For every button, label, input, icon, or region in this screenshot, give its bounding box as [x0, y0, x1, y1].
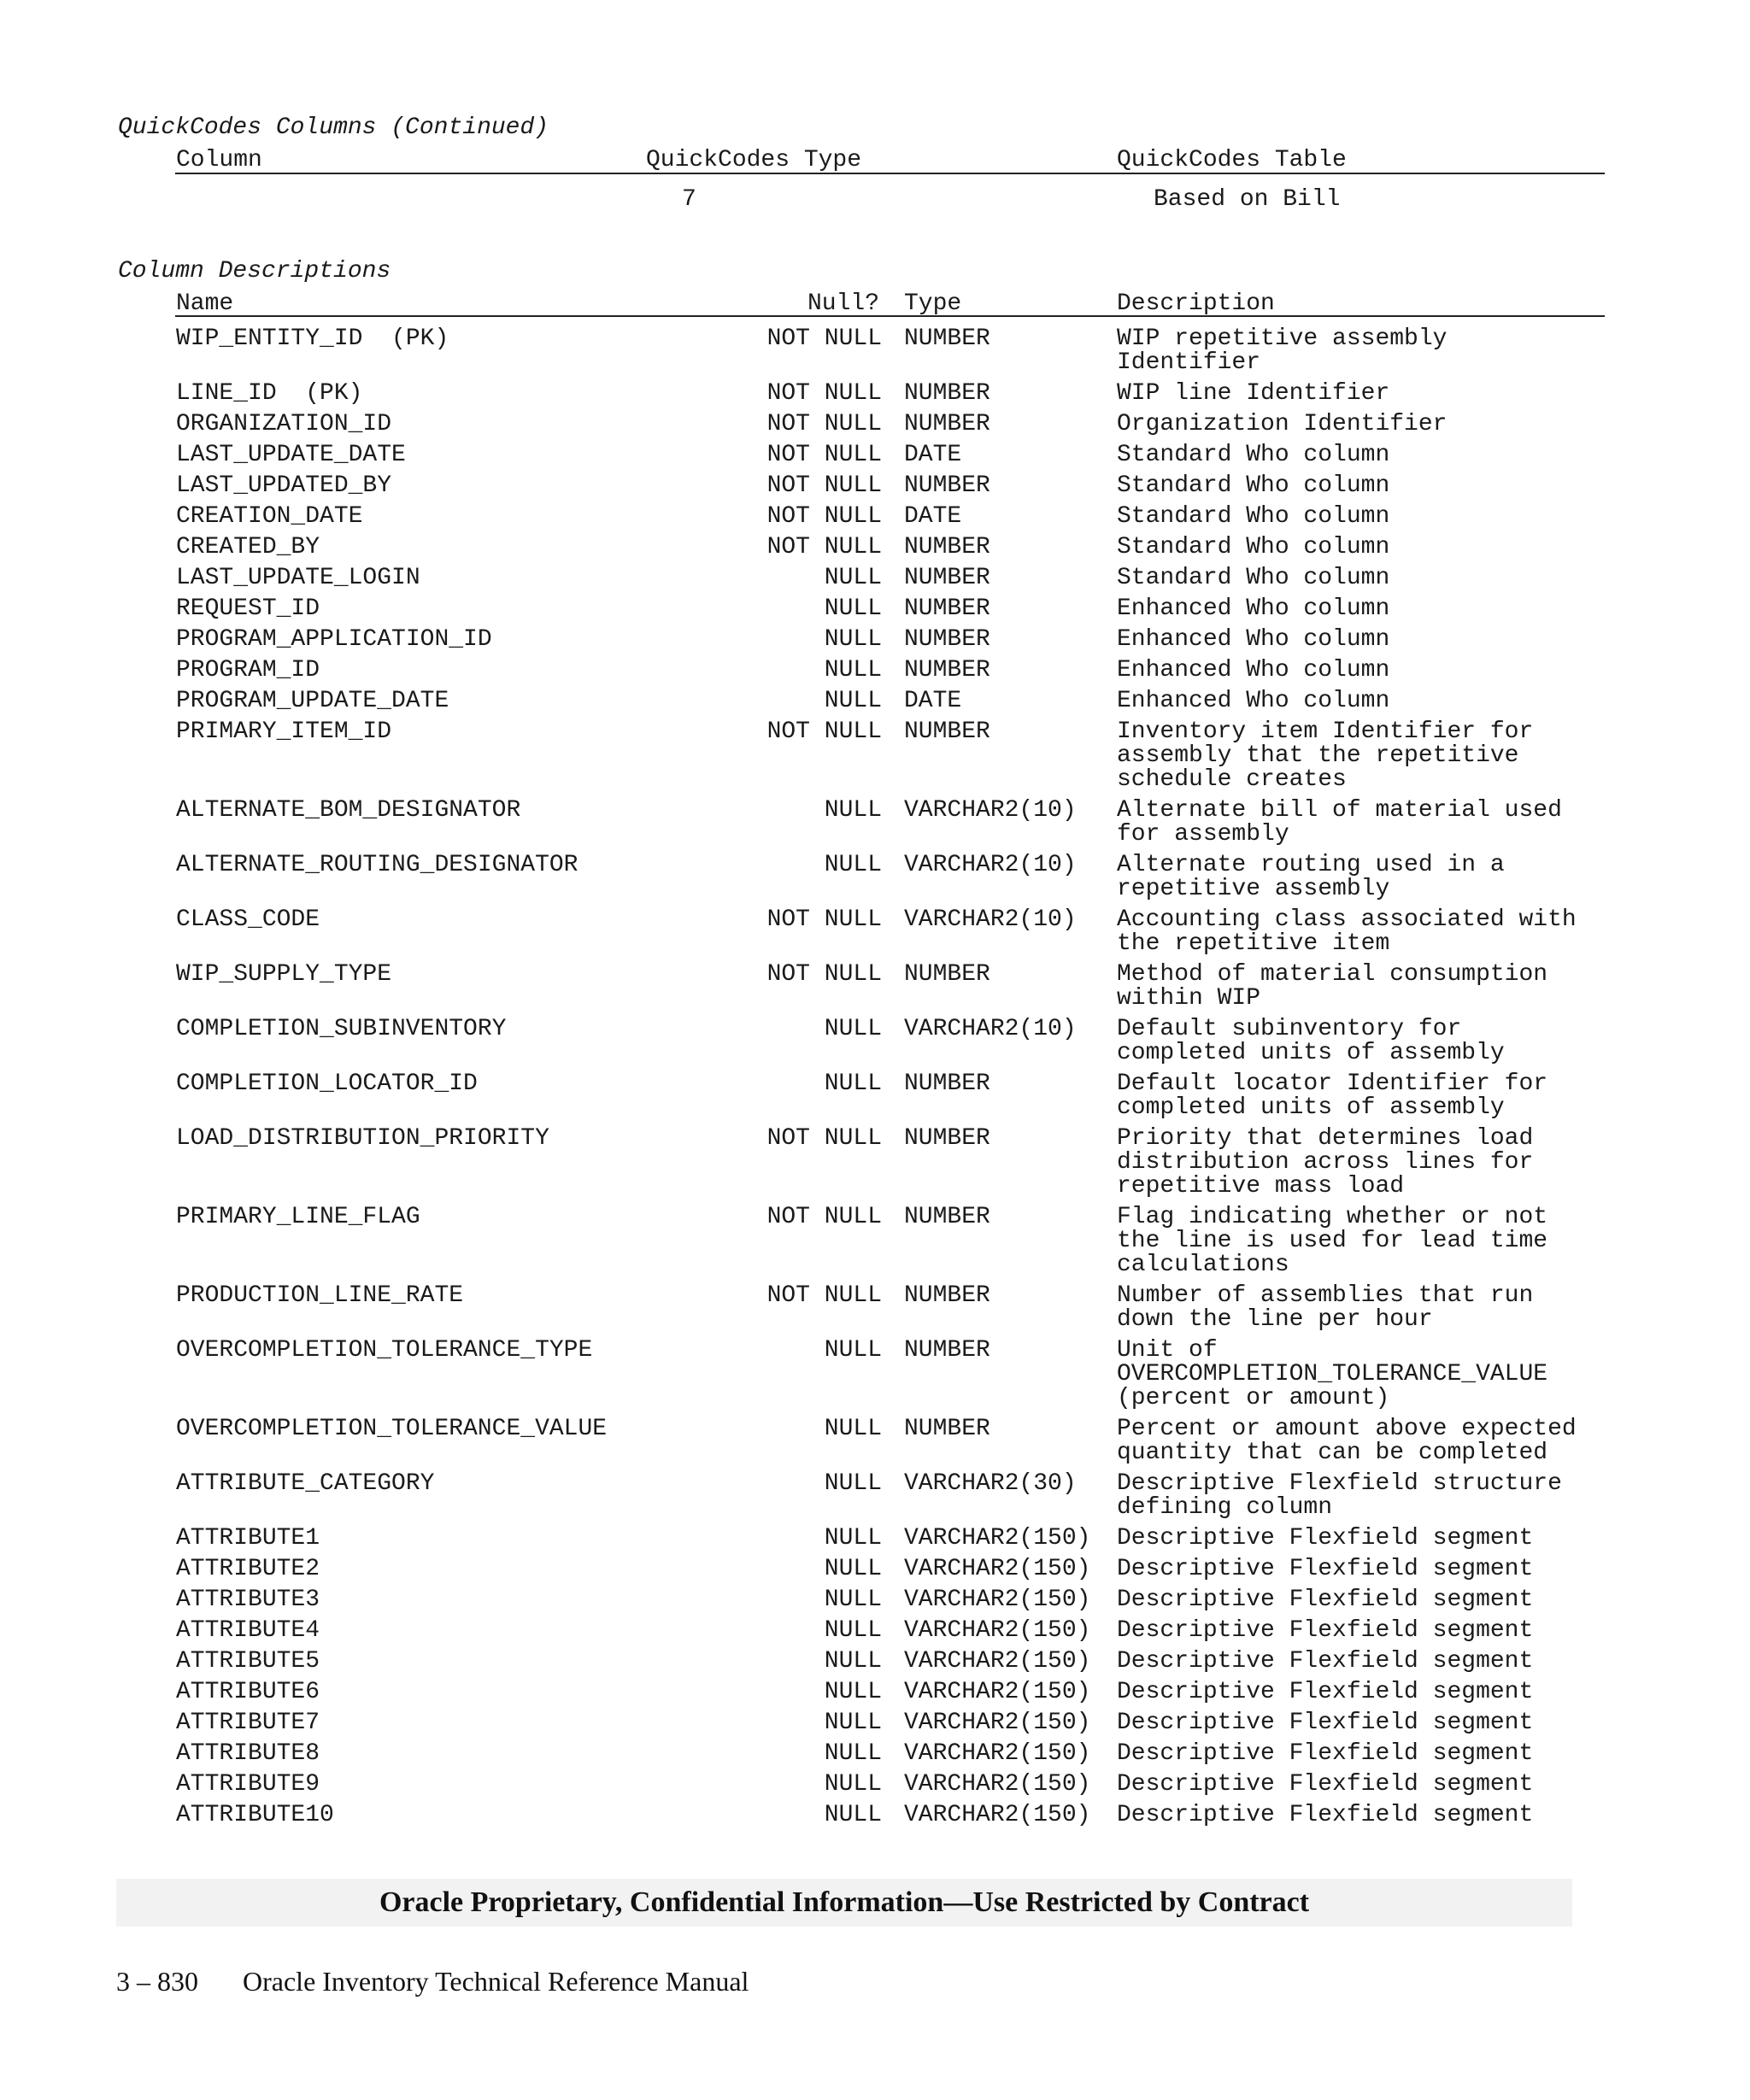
column-name-cell: ATTRIBUTE1 — [176, 1525, 320, 1552]
confidential-banner: Oracle Proprietary, Confidential Information––Use Restricted by Contract — [379, 1886, 1310, 1918]
column-name-cell: PRODUCTION_LINE_RATE — [176, 1282, 464, 1309]
quickcodes-table-value: Based on Bill — [1154, 186, 1341, 213]
type-cell: VARCHAR2(150) — [904, 1679, 1091, 1705]
null-cell: NOT NULL — [766, 1204, 882, 1230]
null-cell: NOT NULL — [766, 719, 882, 745]
description-cell: Enhanced Who column — [1117, 626, 1390, 653]
column-name-cell: ALTERNATE_BOM_DESIGNATOR — [176, 797, 521, 824]
type-cell: NUMBER — [904, 961, 990, 988]
description-cell: Descriptive Flexfield segment — [1117, 1525, 1534, 1552]
table-row — [0, 1417, 1750, 1465]
column-name-cell: ATTRIBUTE9 — [176, 1771, 320, 1798]
col-type-header: Type — [904, 290, 962, 317]
type-cell: NUMBER — [904, 1337, 990, 1364]
table-row — [0, 1681, 1750, 1704]
description-cell: Descriptive Flexfield segment — [1117, 1740, 1534, 1767]
type-cell: DATE — [904, 688, 962, 714]
description-cell: Default subinventory for completed units of assembly — [1117, 1016, 1505, 1066]
type-cell: VARCHAR2(150) — [904, 1617, 1091, 1644]
description-cell: Inventory item Identifier for assembly that the repetitive schedule creates — [1117, 719, 1534, 793]
column-name-cell: ATTRIBUTE_CATEGORY — [176, 1470, 435, 1497]
table-row — [0, 799, 1750, 847]
column-name-cell: ATTRIBUTE8 — [176, 1740, 320, 1767]
description-cell: Descriptive Flexfield segment — [1117, 1587, 1534, 1613]
table-row — [0, 474, 1750, 498]
description-cell: Descriptive Flexfield segment — [1117, 1648, 1534, 1675]
column-name-cell: CREATION_DATE — [176, 503, 363, 530]
column-name-cell: COMPLETION_LOCATOR_ID — [176, 1071, 478, 1097]
table-row — [0, 659, 1750, 683]
null-cell: NOT NULL — [766, 472, 882, 499]
type-cell: NUMBER — [904, 411, 990, 437]
null-cell: NULL — [824, 1525, 882, 1552]
description-cell: Descriptive Flexfield segment — [1117, 1556, 1534, 1582]
table-row — [0, 963, 1750, 1011]
table-row — [0, 1619, 1750, 1643]
description-cell: Standard Who column — [1117, 472, 1390, 499]
table-row — [0, 1557, 1750, 1581]
table-row — [0, 382, 1750, 406]
null-cell: NOT NULL — [766, 326, 882, 352]
description-cell: Standard Who column — [1117, 534, 1390, 560]
type-cell: VARCHAR2(150) — [904, 1710, 1091, 1736]
table-row — [0, 1205, 1750, 1277]
column-name-cell: ATTRIBUTE3 — [176, 1587, 320, 1613]
column-name-cell: ATTRIBUTE6 — [176, 1679, 320, 1705]
type-cell: VARCHAR2(150) — [904, 1740, 1091, 1767]
type-cell: VARCHAR2(150) — [904, 1648, 1091, 1675]
description-cell: Percent or amount above expected quantity that can be completed — [1117, 1416, 1577, 1466]
null-cell: NULL — [824, 1071, 882, 1097]
type-cell: NUMBER — [904, 626, 990, 653]
description-cell: Standard Who column — [1117, 442, 1390, 468]
description-cell: Organization Identifier — [1117, 411, 1448, 437]
null-cell: NULL — [824, 1470, 882, 1497]
null-cell: NULL — [824, 657, 882, 683]
column-name-cell: OVERCOMPLETION_TOLERANCE_VALUE — [176, 1416, 608, 1442]
type-cell: VARCHAR2(10) — [904, 797, 1077, 824]
descriptions-header-rule — [175, 315, 1605, 317]
table-row — [0, 1127, 1750, 1199]
column-name-cell: PRIMARY_LINE_FLAG — [176, 1204, 420, 1230]
null-cell: NULL — [824, 1710, 882, 1736]
column-name-cell: COMPLETION_SUBINVENTORY — [176, 1016, 507, 1042]
null-cell: NULL — [824, 595, 882, 622]
null-cell: NOT NULL — [766, 961, 882, 988]
table-row — [0, 1072, 1750, 1120]
column-name-cell: ATTRIBUTE5 — [176, 1648, 320, 1675]
table-row — [0, 1588, 1750, 1612]
type-cell: NUMBER — [904, 1282, 990, 1309]
column-name-cell: ATTRIBUTE7 — [176, 1710, 320, 1736]
null-cell: NOT NULL — [766, 1125, 882, 1152]
column-name-cell: OVERCOMPLETION_TOLERANCE_TYPE — [176, 1337, 593, 1364]
table-row — [0, 853, 1750, 901]
col-description-header: Description — [1117, 290, 1275, 317]
table-row — [0, 1711, 1750, 1735]
type-cell: VARCHAR2(30) — [904, 1470, 1077, 1497]
type-cell: NUMBER — [904, 326, 990, 352]
column-name-cell: LAST_UPDATE_LOGIN — [176, 565, 420, 591]
type-cell: VARCHAR2(10) — [904, 852, 1077, 878]
null-cell: NOT NULL — [766, 442, 882, 468]
col-name-header: Name — [176, 290, 234, 317]
null-cell: NULL — [824, 1771, 882, 1798]
column-name-cell: WIP_ENTITY_ID (PK) — [176, 326, 449, 352]
description-cell: Priority that determines load distribution across lines for repetitive mass load — [1117, 1125, 1534, 1200]
null-cell: NULL — [824, 626, 882, 653]
description-cell: Descriptive Flexfield segment — [1117, 1771, 1534, 1798]
null-cell: NOT NULL — [766, 411, 882, 437]
null-cell: NULL — [824, 1679, 882, 1705]
null-cell: NULL — [824, 1648, 882, 1675]
null-cell: NULL — [824, 1016, 882, 1042]
table-row — [0, 908, 1750, 956]
table-row — [0, 1742, 1750, 1766]
type-cell: VARCHAR2(150) — [904, 1802, 1091, 1828]
column-name-cell: ALTERNATE_ROUTING_DESIGNATOR — [176, 852, 578, 878]
column-name-cell: ATTRIBUTE10 — [176, 1802, 334, 1828]
table-row — [0, 1527, 1750, 1551]
type-cell: DATE — [904, 442, 962, 468]
column-name-cell: REQUEST_ID — [176, 595, 320, 622]
table-row — [0, 536, 1750, 560]
table-row — [0, 1339, 1750, 1411]
table-row — [0, 1773, 1750, 1797]
column-name-cell: ATTRIBUTE2 — [176, 1556, 320, 1582]
table-row — [0, 720, 1750, 792]
column-name-cell: CREATED_BY — [176, 534, 320, 560]
description-cell: Number of assemblies that run down the line per hour — [1117, 1282, 1534, 1333]
column-descriptions-heading: Column Descriptions — [118, 258, 391, 284]
type-cell: DATE — [904, 503, 962, 530]
column-name-cell: LINE_ID (PK) — [176, 380, 363, 407]
null-cell: NOT NULL — [766, 503, 882, 530]
column-name-cell: PROGRAM_APPLICATION_ID — [176, 626, 492, 653]
null-cell: NULL — [824, 1416, 882, 1442]
type-cell: VARCHAR2(150) — [904, 1525, 1091, 1552]
description-cell: Alternate bill of material used for assembly — [1117, 797, 1562, 848]
type-cell: VARCHAR2(150) — [904, 1587, 1091, 1613]
column-name-cell: PRIMARY_ITEM_ID — [176, 719, 392, 745]
null-cell: NULL — [824, 1587, 882, 1613]
description-cell: WIP line Identifier — [1117, 380, 1390, 407]
description-cell: Descriptive Flexfield segment — [1117, 1802, 1534, 1828]
column-name-cell: PROGRAM_UPDATE_DATE — [176, 688, 449, 714]
description-cell: Descriptive Flexfield segment — [1117, 1617, 1534, 1644]
type-cell: NUMBER — [904, 1204, 990, 1230]
type-cell: NUMBER — [904, 472, 990, 499]
type-cell: NUMBER — [904, 1125, 990, 1152]
null-cell: NULL — [824, 1556, 882, 1582]
quickcodes-col-table-header: QuickCodes Table — [1117, 147, 1347, 173]
null-cell: NULL — [824, 1802, 882, 1828]
table-row — [0, 597, 1750, 621]
quickcodes-header-rule — [175, 173, 1605, 174]
type-cell: VARCHAR2(10) — [904, 1016, 1077, 1042]
description-cell: WIP repetitive assembly Identifier — [1117, 326, 1448, 376]
null-cell: NULL — [824, 852, 882, 878]
type-cell: NUMBER — [904, 657, 990, 683]
description-cell: Descriptive Flexfield segment — [1117, 1710, 1534, 1736]
description-cell: Default locator Identifier for completed units of assembly — [1117, 1071, 1548, 1121]
table-row — [0, 1804, 1750, 1827]
null-cell: NULL — [824, 1337, 882, 1364]
description-cell: Unit of OVERCOMPLETION_TOLERANCE_VALUE (percent or amount) — [1117, 1337, 1548, 1411]
null-cell: NULL — [824, 1617, 882, 1644]
type-cell: VARCHAR2(10) — [904, 906, 1077, 933]
column-name-cell: WIP_SUPPLY_TYPE — [176, 961, 392, 988]
null-cell: NULL — [824, 797, 882, 824]
column-name-cell: LAST_UPDATED_BY — [176, 472, 392, 499]
null-cell: NOT NULL — [766, 906, 882, 933]
description-cell: Descriptive Flexfield segment — [1117, 1679, 1534, 1705]
table-row — [0, 1650, 1750, 1674]
table-row — [0, 1472, 1750, 1520]
column-name-cell: PROGRAM_ID — [176, 657, 320, 683]
null-cell: NOT NULL — [766, 1282, 882, 1309]
type-cell: NUMBER — [904, 719, 990, 745]
footer-page-number: 3 – 830 — [116, 1966, 198, 1997]
table-row — [0, 1018, 1750, 1065]
description-cell: Enhanced Who column — [1117, 595, 1390, 622]
type-cell: NUMBER — [904, 380, 990, 407]
column-name-cell: ORGANIZATION_ID — [176, 411, 392, 437]
quickcodes-heading: QuickCodes Columns (Continued) — [118, 114, 549, 141]
table-row — [0, 689, 1750, 713]
description-cell: Enhanced Who column — [1117, 657, 1390, 683]
column-name-cell: LAST_UPDATE_DATE — [176, 442, 406, 468]
description-cell: Accounting class associated with the repetitive item — [1117, 906, 1577, 957]
description-cell: Standard Who column — [1117, 503, 1390, 530]
table-row — [0, 1284, 1750, 1332]
column-name-cell: LOAD_DISTRIBUTION_PRIORITY — [176, 1125, 549, 1152]
table-row — [0, 505, 1750, 529]
type-cell: NUMBER — [904, 1071, 990, 1097]
null-cell: NOT NULL — [766, 534, 882, 560]
column-descriptions-table — [0, 327, 1750, 1834]
col-null-header: Null? — [807, 290, 880, 317]
type-cell: VARCHAR2(150) — [904, 1771, 1091, 1798]
description-cell: Flag indicating whether or not the line is used for lead time calculations — [1117, 1204, 1548, 1278]
quickcodes-type-value: 7 — [682, 186, 696, 213]
null-cell: NULL — [824, 688, 882, 714]
type-cell: VARCHAR2(150) — [904, 1556, 1091, 1582]
description-cell: Alternate routing used in a repetitive assembly — [1117, 852, 1505, 902]
description-cell: Enhanced Who column — [1117, 688, 1390, 714]
null-cell: NULL — [824, 565, 882, 591]
column-name-cell: CLASS_CODE — [176, 906, 320, 933]
footer-title: Oracle Inventory Technical Reference Manual — [243, 1966, 749, 1997]
quickcodes-col-type-header: QuickCodes Type — [646, 147, 862, 173]
type-cell: NUMBER — [904, 534, 990, 560]
type-cell: NUMBER — [904, 1416, 990, 1442]
table-row — [0, 628, 1750, 652]
table-row — [0, 327, 1750, 375]
column-name-cell: ATTRIBUTE4 — [176, 1617, 320, 1644]
type-cell: NUMBER — [904, 595, 990, 622]
table-row — [0, 413, 1750, 437]
type-cell: NUMBER — [904, 565, 990, 591]
quickcodes-col-column-header: Column — [176, 147, 262, 173]
null-cell: NOT NULL — [766, 380, 882, 407]
null-cell: NULL — [824, 1740, 882, 1767]
description-cell: Method of material consumption within WIP — [1117, 961, 1548, 1012]
description-cell: Standard Who column — [1117, 565, 1390, 591]
description-cell: Descriptive Flexfield structure defining column — [1117, 1470, 1562, 1521]
table-row — [0, 566, 1750, 590]
table-row — [0, 443, 1750, 467]
